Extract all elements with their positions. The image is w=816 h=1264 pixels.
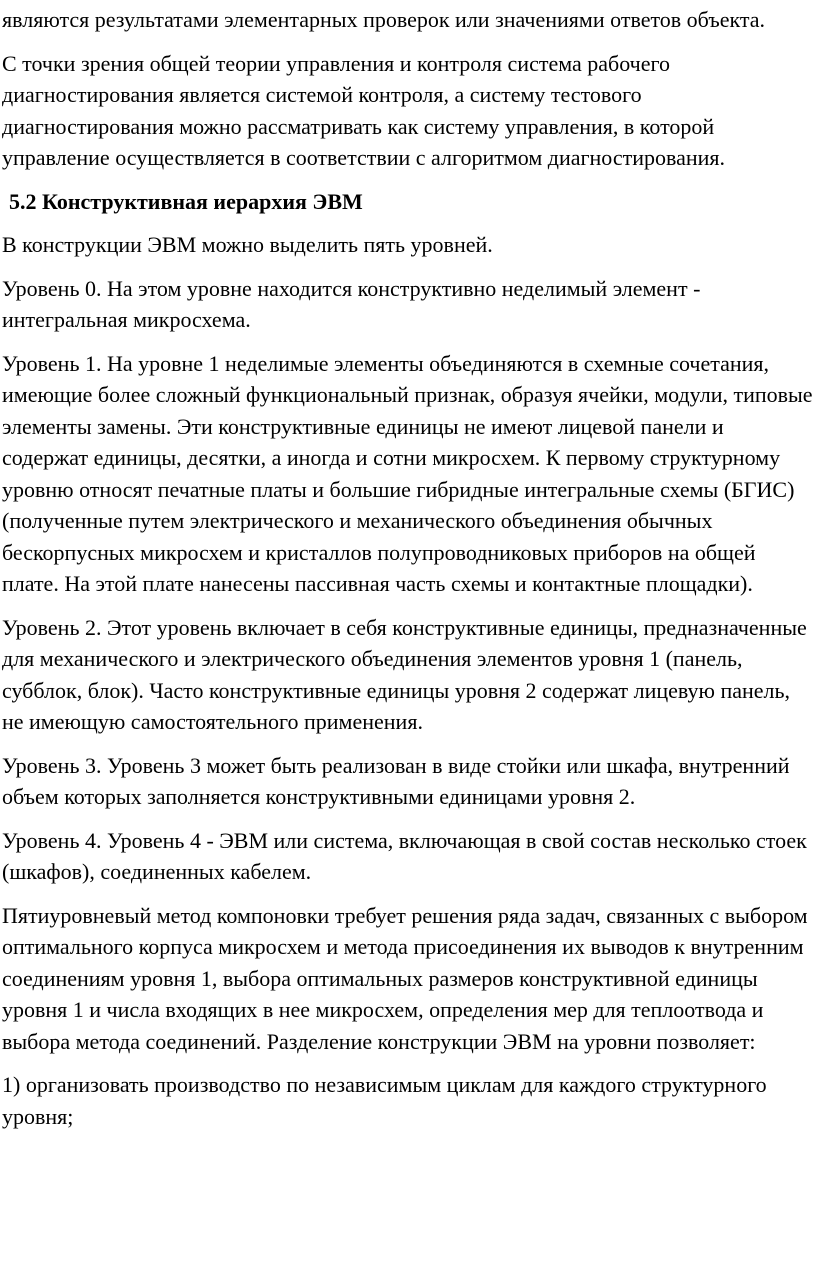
paragraph-level-1: Уровень 1. На уровне 1 неделимые элементы объединяются в схемные сочетания, имеющие более сложный функциональный признак, образуя ячейки, модули, типовые элементы замены. Эти конструктивные единицы не имеют лицевой панели и содержат единицы, десятки, а иногда и сотни микросхем. К первому структурному уровню относят печатные платы и большие гибридные интегральные схемы (БГИС) (полученные путем электрического и механического объединения обычных бескорпусных микросхем и кристаллов полупроводниковых приборов на общей плате. На этой плате нанесены пассивная часть схемы и контактные площадки). — [2, 350, 813, 596]
paragraph-level-4: Уровень 4. Уровень 4 - ЭВМ или система, включающая в свой состав несколько стоек (шкафов), соединенных кабелем. — [2, 827, 807, 884]
paragraph-diagnostics-theory: С точки зрения общей теории управления и контроля система рабочего диагностирования является системой контроля, а систему тестового диагностирования можно рассматривать как систему управления, в которой управление осуществляется в соответствии с алгоритмом диагностирования. — [2, 50, 726, 170]
paragraph-level-0: Уровень 0. На этом уровне находится конструктивно неделимый элемент - интегральная микросхема. — [2, 275, 701, 332]
list-item-1: 1) организовать производство по независимым циклам для каждого структурного уровня; — [2, 1072, 767, 1129]
paragraph-layout-method: Пятиуровневый метод компоновки требует решения ряда задач, связанных с выбором оптимального корпуса микросхем и метода присоединения их выводов к внутренним соединениям уровня 1, выбора оптимальных размеров конструктивной единицы уровня 1 и числа входящих в нее микросхем, определения мер для теплоотвода и выбора метода соединений. Разделение конструкции ЭВМ на уровни позволяет: — [2, 902, 808, 1054]
paragraph-continuation: являются результатами элементарных проверок или значениями ответов объекта. — [2, 7, 766, 32]
section-heading: 5.2 Конструктивная иерархия ЭВМ — [9, 188, 363, 214]
paragraph-level-2: Уровень 2. Этот уровень включает в себя конструктивные единицы, предназначенные для механического и электрического объединения элементов уровня 1 (панель, субблок, блок). Часто конструктивные единицы уровня 2 содержат лицевую панель, не имеющую самостоятельного применения. — [2, 614, 807, 734]
paragraph-level-3: Уровень 3. Уровень 3 может быть реализован в виде стойки или шкафа, внутренний объем которых заполняется конструктивными единицами уровня 2. — [2, 752, 790, 809]
paragraph-five-levels: В конструкции ЭВМ можно выделить пять уровней. — [2, 232, 493, 257]
